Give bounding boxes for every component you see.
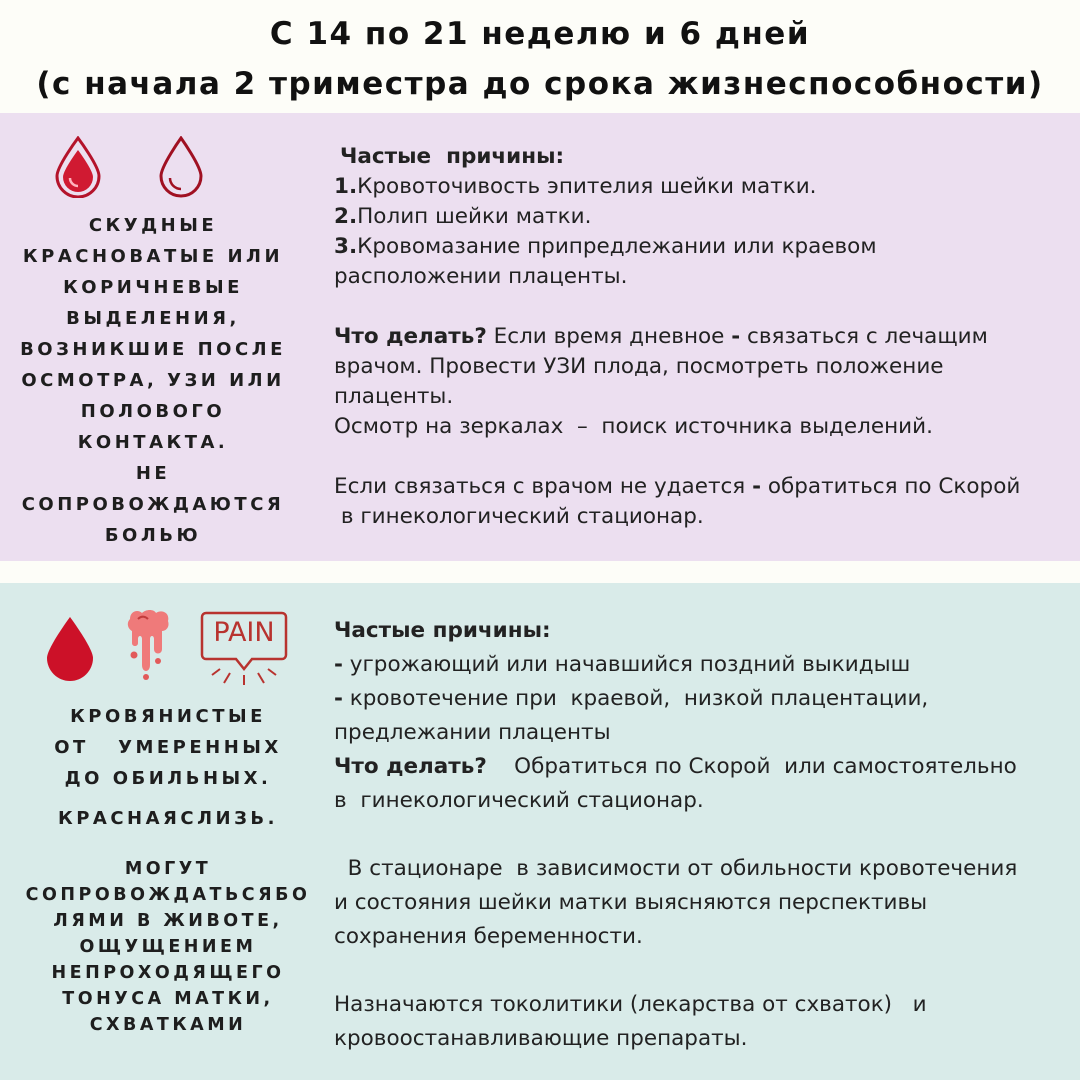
caption-line: КРАСНОВАТЫЕ ИЛИ (22, 246, 284, 267)
caption-line: ОТ УМЕРЕННЫХ (54, 737, 282, 758)
bloody-discharge-description (8, 701, 328, 794)
fallback-text: в гинекологический стационар. (334, 504, 704, 529)
caption-line: СХВАТКАМИ (89, 1015, 247, 1035)
cause-text: Кровомазание припредлежании или краевом (357, 234, 877, 259)
page-title: С 14 по 21 неделю и 6 дней (269, 16, 811, 52)
section-bloody-discharge (0, 583, 1080, 1080)
todo-text: Обратиться по Скорой или самостоятельно (486, 754, 1017, 779)
cause-text: Кровоточивость эпителия шейки матки. (357, 174, 817, 199)
pain-description (8, 856, 328, 1038)
caption-line: ПОЛОВОГО (80, 401, 226, 422)
filled-blood-drop-icon (53, 136, 103, 198)
mucus-description (8, 803, 328, 834)
todo-text: плаценты. (334, 384, 454, 409)
outline-blood-drop-icon (158, 136, 204, 198)
cause-item (334, 648, 1074, 682)
dash: - (752, 474, 761, 499)
medication-text: Назначаются токолитики (лекарства от схваток) и (334, 992, 927, 1017)
todo-text: в гинекологический стационар. (334, 788, 704, 813)
todo-label: Что делать? (334, 324, 487, 349)
cause-item (334, 232, 1074, 262)
caption-line: СОПРОВОЖДАЮТСЯ (21, 494, 285, 515)
todo-text: Осмотр на зеркалах – поиск источника выделений. (334, 414, 933, 439)
caption-line: БОЛЬЮ (104, 525, 202, 546)
cause-number: 1. (334, 174, 358, 199)
fallback-text: обратиться по Скорой (761, 474, 1021, 499)
caption-line: СОПРОВОЖДАТЬСЯБО (25, 885, 311, 905)
caption-line: СКУДНЫЕ (88, 215, 218, 236)
section1-details (334, 142, 1074, 532)
causes-heading: Частые причины: (340, 144, 565, 169)
dash: - (334, 686, 343, 711)
dripping-blood-icon (124, 609, 174, 681)
section-scant-discharge (0, 113, 1080, 561)
caption-line: КОРИЧНЕВЫЕ (63, 277, 243, 298)
cause-item (334, 202, 1074, 232)
header (0, 0, 1080, 113)
cause-text: Полип шейки матки. (357, 204, 592, 229)
caption-line: КОНТАКТА. (77, 432, 229, 453)
caption-line: ОСМОТРА, УЗИ ИЛИ (21, 370, 285, 391)
medication-text: кровоостанавливающие препараты. (334, 1026, 748, 1051)
hospital-text: и состояния шейки матки выясняются перспективы (334, 890, 928, 915)
todo-text: связаться с лечащим (740, 324, 988, 349)
section2-details (334, 614, 1074, 1056)
hospital-text: В стационаре в зависимости от обильности кровотечения (334, 856, 1018, 881)
pain-label: PAIN (213, 617, 275, 648)
todo-text: врачом. Провести УЗИ плода, посмотреть положение (334, 354, 944, 379)
cause-item (334, 682, 1074, 716)
caption-line: НЕ (135, 463, 171, 484)
cause-text: угрожающий или начавшийся поздний выкидыш (342, 652, 911, 677)
dash: - (731, 324, 741, 349)
todo-line (334, 322, 1074, 352)
causes-heading: Частые причины: (334, 618, 551, 643)
caption-line: КРОВЯНИСТЫЕ (70, 706, 266, 727)
cause-text-continued: расположении плаценты. (334, 264, 628, 289)
fallback-line (334, 472, 1074, 502)
cause-number: 2. (334, 204, 358, 229)
cause-item (334, 172, 1074, 202)
caption-line: НЕПРОХОДЯЩЕГО (51, 963, 285, 983)
caption-line: ОЩУЩЕНИЕМ (79, 937, 257, 957)
cause-number: 3. (334, 234, 358, 259)
todo-text: Если время дневное (486, 324, 732, 349)
blood-drop-icon (44, 615, 96, 681)
hospital-text: сохранения беременности. (334, 924, 643, 949)
caption-line: ВОЗНИКШИЕ ПОСЛЕ (20, 339, 286, 360)
todo-line (334, 750, 1074, 784)
caption-line: ТОНУСА МАТКИ, (62, 989, 274, 1009)
caption-line: ВЫДЕЛЕНИЯ, (66, 308, 240, 329)
caption-line: ЛЯМИ В ЖИВОТЕ, (53, 911, 283, 931)
caption-line: МОГУТ (124, 859, 212, 879)
cause-text-continued: предлежании плаценты (334, 720, 611, 745)
dash: - (334, 652, 343, 677)
discharge-description (8, 210, 298, 551)
cause-text: кровотечение при краевой, низкой плацентации, (342, 686, 929, 711)
caption-line: ДО ОБИЛЬНЫХ. (64, 768, 272, 789)
caption-line: КРАСНАЯСЛИЗЬ. (58, 808, 278, 829)
page-subtitle: (с начала 2 триместра до срока жизнеспособности) (36, 66, 1044, 102)
fallback-text: Если связаться с врачом не удается (334, 474, 753, 499)
todo-label: Что делать? (334, 754, 487, 779)
